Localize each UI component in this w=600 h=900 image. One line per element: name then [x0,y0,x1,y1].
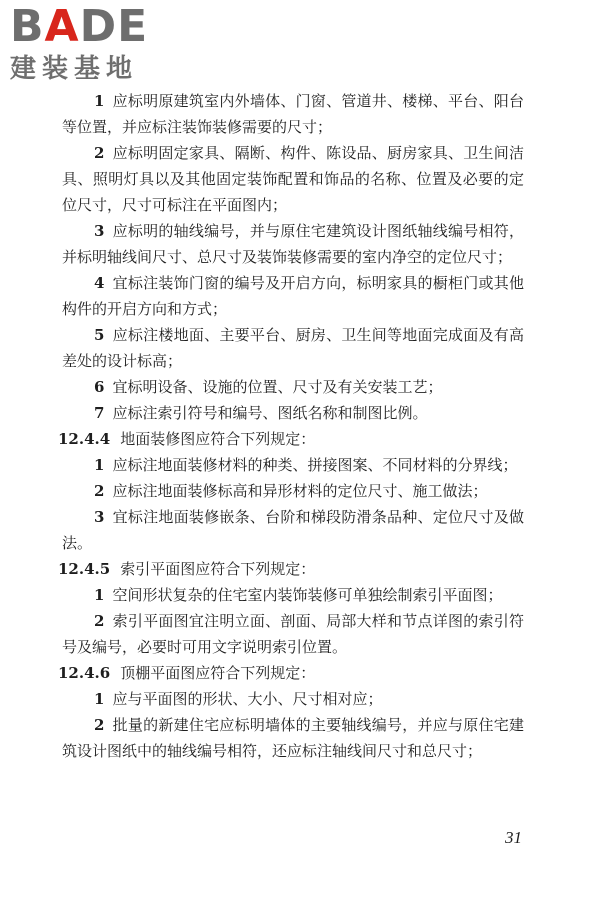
clause-number: 12.4.6 [58,664,111,682]
clause-text: 地面装修图应符合下列规定： [120,430,316,448]
clause-heading [58,556,524,582]
item-text: 宜标注装饰门窗的编号及开启方向，标明家具的橱柜门或其他构件的开启方向和方式； [62,274,524,318]
logo-wordmark [10,1,149,52]
clause-number: 12.4.4 [58,430,111,448]
item-text: 应标注地面装修标高和异形材料的定位尺寸、施工做法； [112,482,488,500]
clause-text: 索引平面图应符合下列规定： [120,560,316,578]
list-item [62,608,524,660]
list-item [62,270,524,322]
list-item [62,504,524,556]
item-number: 5 [94,326,105,344]
item-number: 2 [94,716,105,734]
bade-logo [10,1,180,86]
clause-heading [58,426,524,452]
list-item [62,582,524,608]
list-item [62,88,524,140]
item-text: 应标注楼地面、主要平台、厨房、卫生间等地面完成面及有高差处的设计标高； [62,326,524,370]
list-item [62,452,524,478]
item-text: 空间形状复杂的住宅室内装饰装修可单独绘制索引平面图； [112,586,503,604]
item-number: 7 [94,404,105,422]
item-text: 应标明固定家具、隔断、构件、陈设品、厨房家具、卫生间洁具、照明灯具以及其他固定装饰配置和饰品的名称、位置及必要的定位尺寸，尺寸可标注在平面图内； [62,144,524,214]
item-number: 4 [94,274,105,292]
item-text: 应标注索引符号和编号、图纸名称和制图比例。 [112,404,428,422]
logo-letter-a: A [44,1,80,52]
document-body [58,88,524,764]
item-number: 1 [94,92,105,110]
list-item [62,400,524,426]
list-item [62,712,524,764]
item-text: 应标注地面装修材料的种类、拼接图案、不同材料的分界线； [112,456,518,474]
list-item [62,140,524,218]
list-item [62,374,524,400]
item-text: 批量的新建住宅应标明墙体的主要轴线编号，并应与原住宅建筑设计图纸中的轴线编号相符，还应标注轴线间尺寸和总尺寸； [62,716,524,760]
item-text: 应标明原建筑室内外墙体、门窗、管道井、楼梯、平台、阳台等位置，并应标注装饰装修需要的尺寸； [62,92,524,136]
item-text: 宜标明设备、设施的位置、尺寸及有关安装工艺； [112,378,443,396]
item-text: 应与平面图的形状、大小、尺寸相对应； [112,690,383,708]
item-number: 6 [94,378,105,396]
item-number: 3 [94,508,105,526]
item-number: 1 [94,456,105,474]
item-text: 应标明的轴线编号，并与原住宅建筑设计图纸轴线编号相符，并标明轴线间尺寸、总尺寸及装饰装修需要的室内净空的定位尺寸； [62,222,524,266]
logo-letter-b: B [10,1,45,52]
item-number: 2 [94,612,105,630]
logo-letters-de: DE [79,1,149,52]
item-number: 2 [94,482,105,500]
item-number: 3 [94,222,105,240]
list-item [62,686,524,712]
clause-text: 顶棚平面图应符合下列规定： [120,664,316,682]
item-number: 1 [94,586,105,604]
list-item [62,478,524,504]
list-item [62,322,524,374]
item-number: 2 [94,144,105,162]
list-item [62,218,524,270]
item-text: 宜标注地面装修嵌条、台阶和梯段防滑条品种、定位尺寸及做法。 [62,508,524,552]
item-number: 1 [94,690,105,708]
page-number: 31 [505,828,522,847]
item-text: 索引平面图宜注明立面、剖面、局部大样和节点详图的索引符号及编号，必要时可用文字说明索引位置。 [62,612,524,656]
clause-number: 12.4.5 [58,560,111,578]
clause-heading [58,660,524,686]
logo-subtitle: 建装基地 [10,54,139,84]
